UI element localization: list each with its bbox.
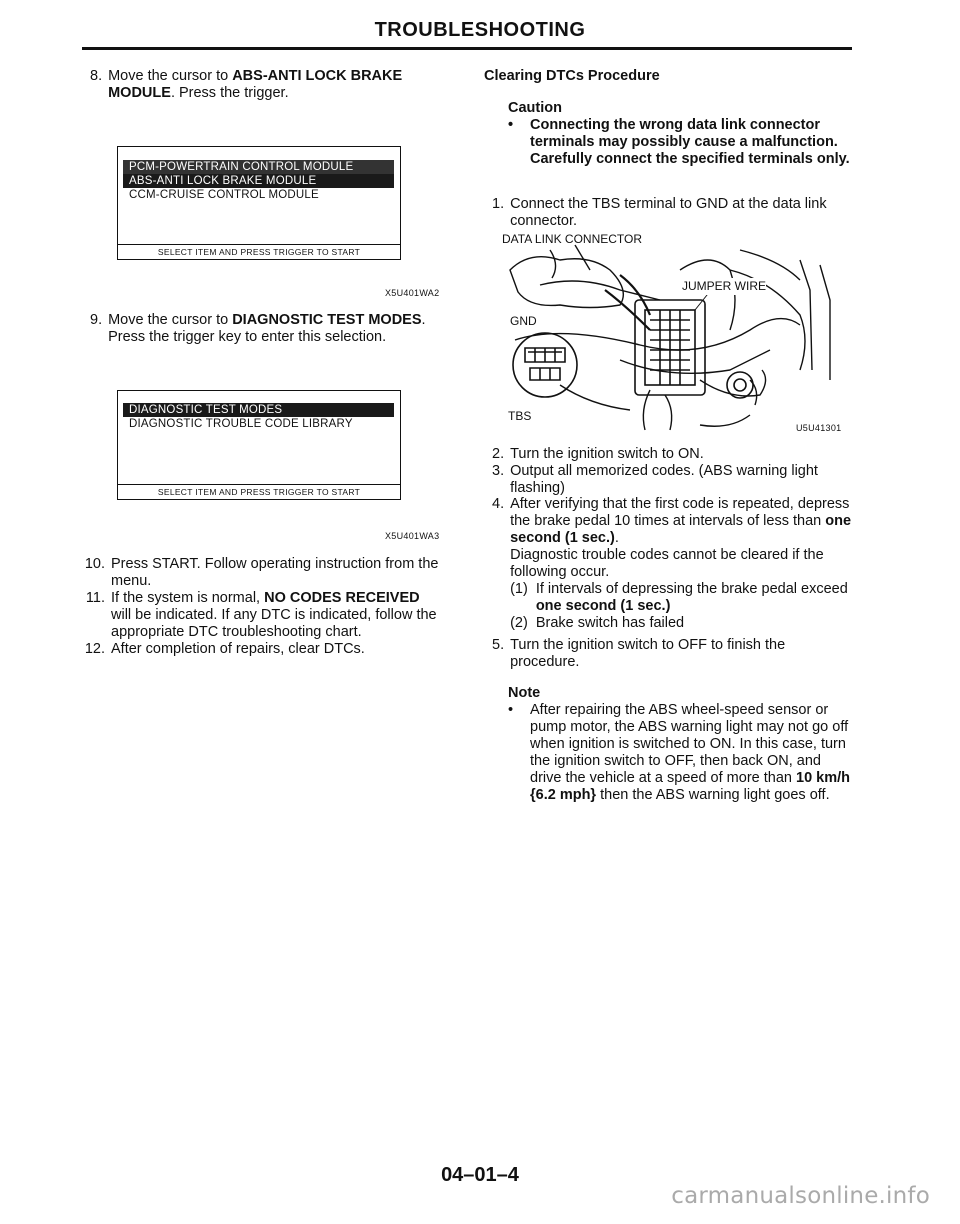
caution-label: Caution [508,100,562,116]
step-number: 4. [492,496,505,512]
step-number: 10. [84,556,105,572]
connector-illustration [500,230,850,440]
tester-screen-1 [117,146,401,260]
step-text: After completion of repairs, clear DTCs. [111,641,365,657]
step-number: 5. [492,637,505,653]
page-number: 04–01–4 [441,1164,519,1186]
step-text: Press START. Follow operating instruction from the menu. [111,556,439,589]
step-text: Move the cursor to DIAGNOSTIC TEST MODES. Press the trigger key to enter this selection. [108,312,426,345]
substep-2: (2) Brake switch has failed [510,615,685,631]
screen-divider [118,244,400,245]
title-rule [82,47,852,50]
step-5 [492,637,852,671]
screen-divider [118,484,400,485]
step-text: Turn the ignition switch to ON. [510,446,704,462]
screen-footer: SELECT ITEM AND PRESS TRIGGER TO START [157,487,361,497]
step-number: 8. [90,68,103,84]
step-2 [492,446,852,463]
step-text: Move the cursor to ABS-ANTI LOCK BRAKE MODULE. Press the trigger. [108,68,403,101]
caution-text: • Connecting the wrong data link connector terminals may possibly cause a malfunction. Carefully connect the specified terminals only. [508,117,850,167]
figure-code: U5U41301 [796,423,842,433]
watermark: carmanualsonline.info [671,1183,930,1209]
step-text: After verifying that the first code is repeated, depress the brake pedal 10 times at intervals of less than one second (1 sec.). Diagnostic trouble codes cannot be cleared if the following occur. (1) If intervals of depressing the brake pedal exceed one second (1 sec.) (2) Brake switch has failed [510,496,852,631]
step-11 [80,590,440,641]
step-12 [80,641,440,658]
page-title: TROUBLESHOOTING [374,19,586,41]
step-number: 9. [90,312,103,328]
note-label: Note [508,685,541,701]
label-data-link-connector: DATA LINK CONNECTOR [502,232,643,246]
step-note: Diagnostic trouble codes cannot be cleared if the following occur. [510,547,824,580]
screen-footer: SELECT ITEM AND PRESS TRIGGER TO START [157,247,361,257]
screen-line-selected: ABS-ANTI LOCK BRAKE MODULE [123,174,394,188]
step-number: 3. [492,463,505,479]
figure-code: X5U401WA3 [385,531,440,541]
step-number: 11. [85,590,105,606]
substep-1: (1) If intervals of depressing the brake pedal exceed one second (1 sec.) [510,581,848,614]
step-text: Connect the TBS terminal to GND at the data link connector. [510,196,827,229]
label-jumper-wire: JUMPER WIRE [682,279,766,293]
step-text: If the system is normal, NO CODES RECEIVED will be indicated. If any DTC is indicated, follow the appropriate DTC troubleshooting chart. [111,590,437,640]
label-gnd: GND [510,314,537,328]
tester-screen-2 [117,390,401,500]
step-text: Output all memorized codes. (ABS warning light flashing) [510,463,818,496]
step-text: Turn the ignition switch to OFF to finish the procedure. [510,637,786,670]
label-tbs: TBS [508,409,532,423]
step-1 [492,196,847,230]
step-number: 1. [492,196,505,212]
step-9 [90,312,450,346]
data-link-connector-figure [500,230,850,440]
step-8 [90,68,435,102]
step-3 [492,463,852,497]
section-heading: Clearing DTCs Procedure [484,68,660,84]
screen-line: CCM-CRUISE CONTROL MODULE [129,189,319,201]
screen-line-selected: DIAGNOSTIC TEST MODES [123,403,394,417]
step-10 [80,556,440,590]
step-4 [492,496,852,632]
step-number: 12. [84,641,105,657]
note-text: • After repairing the ABS wheel-speed sensor or pump motor, the ABS warning light may not go off when ignition is switched to ON. In this case, turn the ignition switch to OFF, then back ON, and drive the vehicle at a speed of more than 10 km/h {6.2 mph} then the ABS warning light goes off. [508,702,850,803]
figure-code: X5U401WA2 [385,288,440,298]
step-number: 2. [492,446,505,462]
screen-line: DIAGNOSTIC TROUBLE CODE LIBRARY [129,418,353,430]
screen-line: PCM-POWERTRAIN CONTROL MODULE [123,160,394,174]
